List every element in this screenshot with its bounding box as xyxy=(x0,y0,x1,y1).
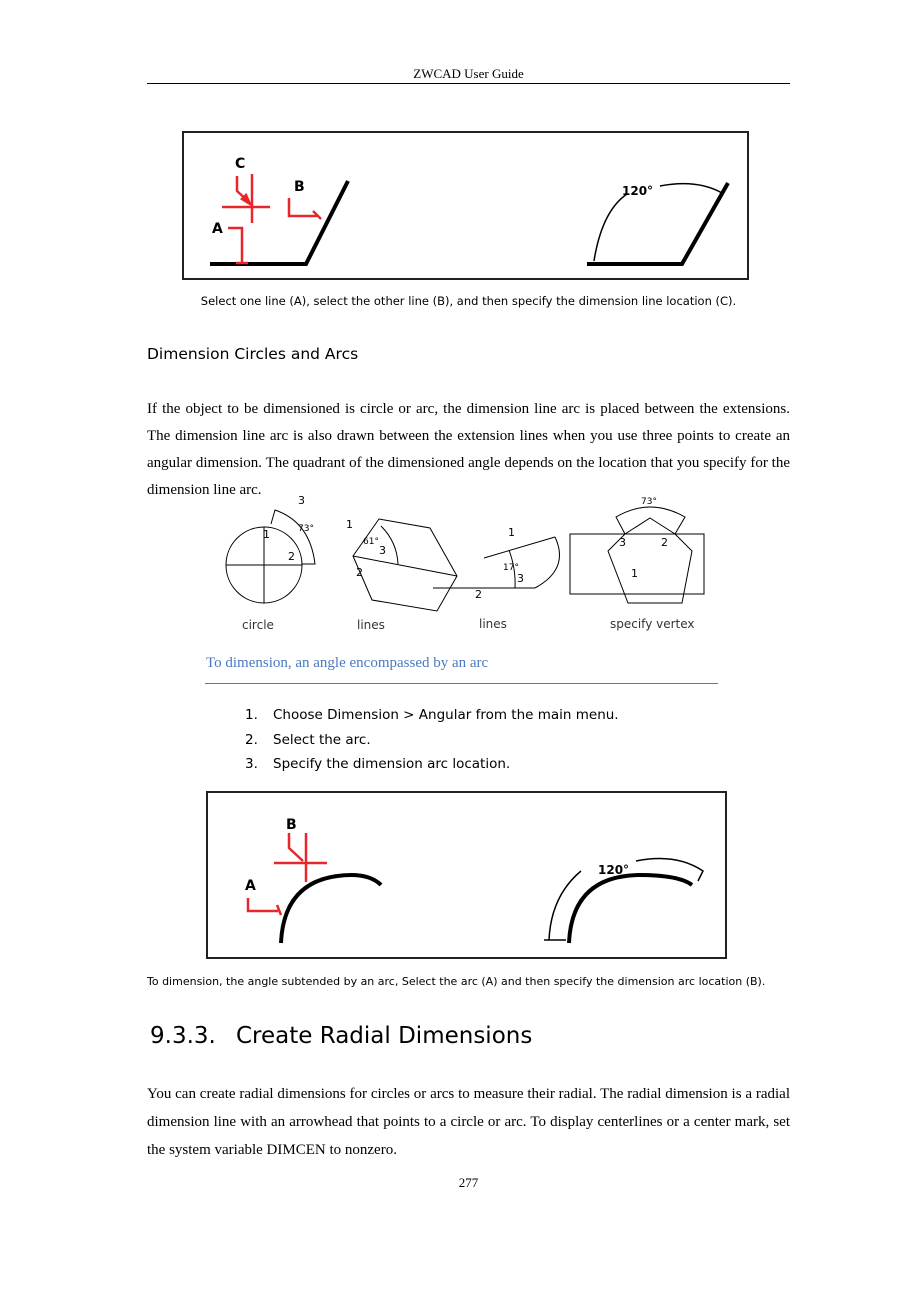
step-text: Specify the dimension arc location. xyxy=(273,756,511,772)
point-label: 2 xyxy=(288,550,295,563)
procedure-rule xyxy=(205,683,718,684)
page-number: 277 xyxy=(458,1175,479,1190)
figure-angle-examples xyxy=(205,494,717,636)
step-text: Choose Dimension > Angular from the main menu. xyxy=(273,707,619,723)
point-label: 3 xyxy=(379,544,386,557)
angle-label: 73° xyxy=(641,497,657,507)
angle-label: 61° xyxy=(363,537,379,547)
panel-lines-arc xyxy=(433,537,560,588)
angle-label: 73° xyxy=(298,524,314,534)
procedure-heading: To dimension, an angle encompassed by an arc xyxy=(206,655,489,671)
step-text: Select the arc. xyxy=(273,732,371,748)
panel-caption: lines xyxy=(479,617,507,631)
panel-lines-hexagon xyxy=(353,519,457,611)
point-label: 1 xyxy=(263,528,270,541)
angle-label: 120° xyxy=(598,863,630,877)
step-number: 3. xyxy=(245,756,258,772)
figure-angular-lines xyxy=(182,131,750,281)
angle-label: 17° xyxy=(503,563,519,573)
header-rule xyxy=(147,83,790,84)
body-paragraph: If the object to be dimensioned is circle or arc, the dimension line arc is placed between the extensions. The dimension line arc is also drawn between the extension lines when you use three points to create an angular dimension. The quadrant of the dimensioned angle depends on the location that you specify for the dimension line arc. xyxy=(147,401,790,498)
section-heading-radial xyxy=(150,1023,532,1049)
point-label: 1 xyxy=(508,526,515,539)
body-paragraph: You can create radial dimensions for circles or arcs to measure their radial. The radial dimension is a radial dimension line with an arrowhead that points to a circle or arc. To display centerlines or a center mark, set the system variable DIMCEN to nonzero. xyxy=(147,1086,790,1158)
panel-caption: specify vertex xyxy=(610,617,695,631)
figure-arc-angle xyxy=(206,791,728,960)
label-a: A xyxy=(245,878,256,894)
label-a: A xyxy=(212,221,223,237)
page-header: ZWCAD User Guide xyxy=(413,66,524,81)
section-title: Create Radial Dimensions xyxy=(236,1023,533,1049)
step-item xyxy=(245,732,371,748)
step-number: 1. xyxy=(245,707,258,723)
panel-specify-vertex xyxy=(570,507,704,603)
point-label: 1 xyxy=(346,518,353,531)
point-label: 2 xyxy=(475,588,482,601)
section-heading: Dimension Circles and Arcs xyxy=(147,345,359,363)
label-b: B xyxy=(286,817,297,833)
label-c: C xyxy=(235,156,246,172)
panel-caption: circle xyxy=(242,618,274,632)
figure-caption: Select one line (A), select the other line (B), and then specify the dimension line location (C). xyxy=(200,294,737,308)
point-label: 3 xyxy=(517,572,524,585)
step-item xyxy=(245,756,510,772)
point-label: 2 xyxy=(356,566,363,579)
point-label: 1 xyxy=(631,567,638,580)
section-number: 9.3.3. xyxy=(150,1023,216,1049)
step-item xyxy=(245,707,619,723)
panel-caption: lines xyxy=(357,618,385,632)
angle-label: 120° xyxy=(622,184,654,198)
point-label: 2 xyxy=(661,536,668,549)
point-label: 3 xyxy=(298,494,305,507)
point-label: 3 xyxy=(619,536,626,549)
figure-caption: To dimension, the angle subtended by an arc, Select the arc (A) and then specify the dimension arc location (B). xyxy=(147,975,766,988)
step-number: 2. xyxy=(245,732,258,748)
label-b: B xyxy=(294,179,305,195)
